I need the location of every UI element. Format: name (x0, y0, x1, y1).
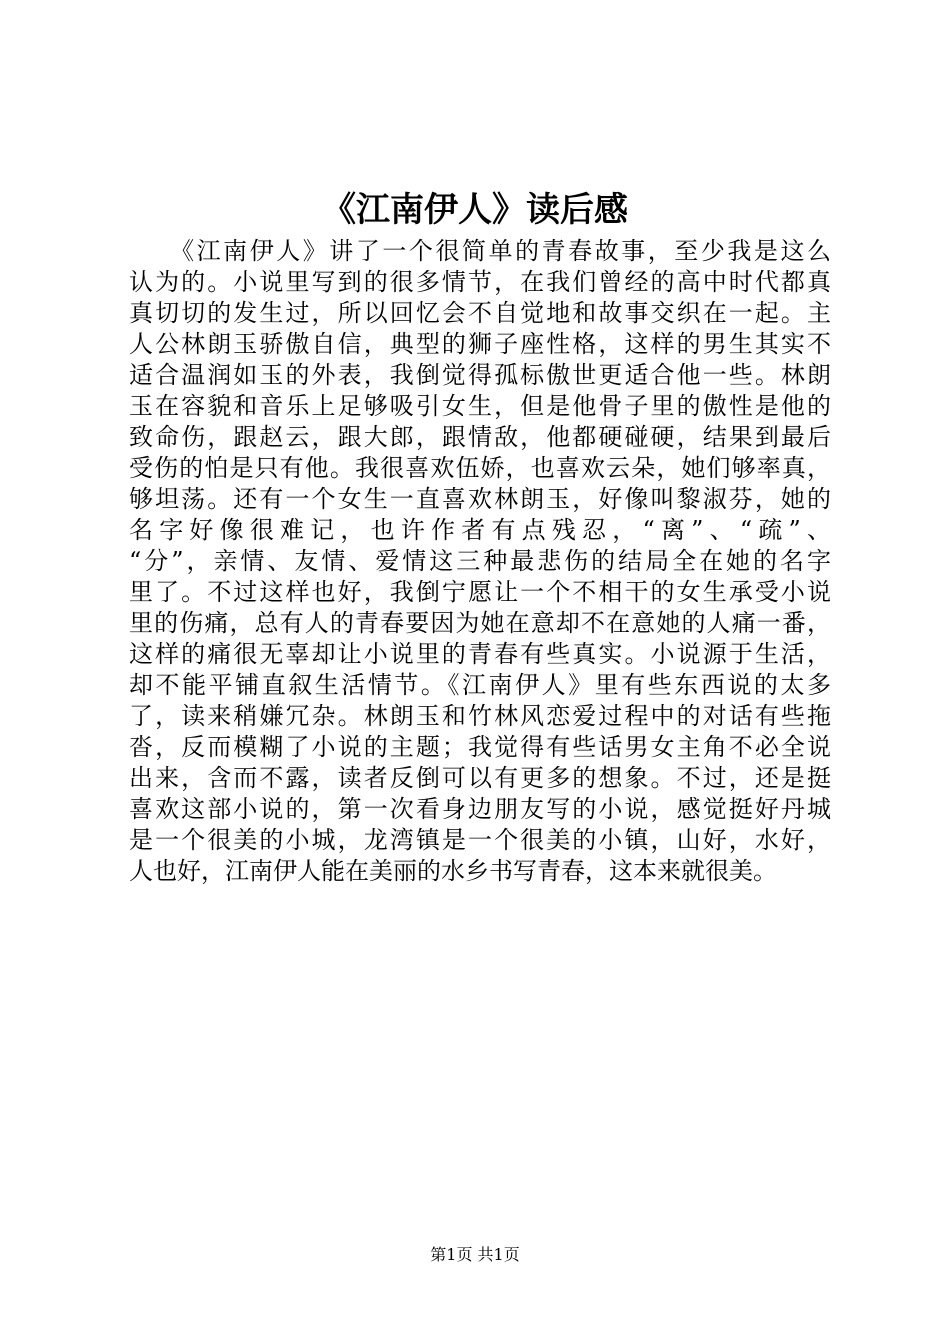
text-line: 《江南伊人》讲了一个很简单的青春故事，至少我是这么 (129, 237, 831, 265)
text-line: 玉在容貌和音乐上足够吸引女生，但是他骨子里的傲性是他的 (129, 392, 831, 420)
text-line: 喜欢这部小说的，第一次看身边朋友写的小说，感觉挺好丹城 (129, 795, 831, 823)
body-paragraph (129, 236, 831, 887)
text-line: 这样的痛很无辜却让小说里的青春有些真实。小说源于生活， (129, 640, 831, 668)
text-line: 认为的。小说里写到的很多情节，在我们曾经的高中时代都真 (129, 268, 831, 296)
text-line: 致命伤，跟赵云，跟大郎，跟情敌，他都硬碰硬，结果到最后 (129, 423, 831, 451)
text-line: 够坦荡。还有一个女生一直喜欢林朗玉，好像叫黎淑芬，她的 (129, 485, 831, 513)
page-title: 《江南伊人》读后感 (322, 190, 628, 230)
text-line: 真切切的发生过，所以回忆会不自觉地和故事交织在一起。主 (129, 299, 831, 327)
text-line: 人也好，江南伊人能在美丽的水乡书写青春，这本来就很美。 (129, 857, 777, 885)
text-line: 沓，反而模糊了小说的主题；我觉得有些话男女主角不必全说 (129, 733, 831, 761)
text-line: 适合温润如玉的外表，我倒觉得孤标傲世更适合他一些。林朗 (129, 361, 831, 389)
text-line: 了，读来稍嫌冗杂。林朗玉和竹林风恋爱过程中的对话有些拖 (129, 702, 831, 730)
text-line: 却不能平铺直叙生活情节。《江南伊人》里有些东西说的太多 (129, 671, 831, 699)
text-line: 名字好像很难记，也许作者有点残忍，“离”、“疏”、 (129, 516, 831, 544)
text-line: 里了。不过这样也好，我倒宁愿让一个不相干的女生承受小说 (129, 578, 831, 606)
text-line: 出来，含而不露，读者反倒可以有更多的想象。不过，还是挺 (129, 764, 831, 792)
text-line: 里的伤痛，总有人的青春要因为她在意却不在意她的人痛一番， (129, 609, 831, 637)
text-line: 是一个很美的小城，龙湾镇是一个很美的小镇，山好，水好， (129, 826, 831, 854)
page-number-footer: 第1页 共1页 (430, 1245, 520, 1264)
text-line: “分”，亲情、友情、爱情这三种最悲伤的结局全在她的名字 (129, 547, 831, 575)
text-line: 人公林朗玉骄傲自信，典型的狮子座性格，这样的男生其实不 (129, 330, 831, 358)
text-line: 受伤的怕是只有他。我很喜欢伍娇，也喜欢云朵，她们够率真， (129, 454, 831, 482)
